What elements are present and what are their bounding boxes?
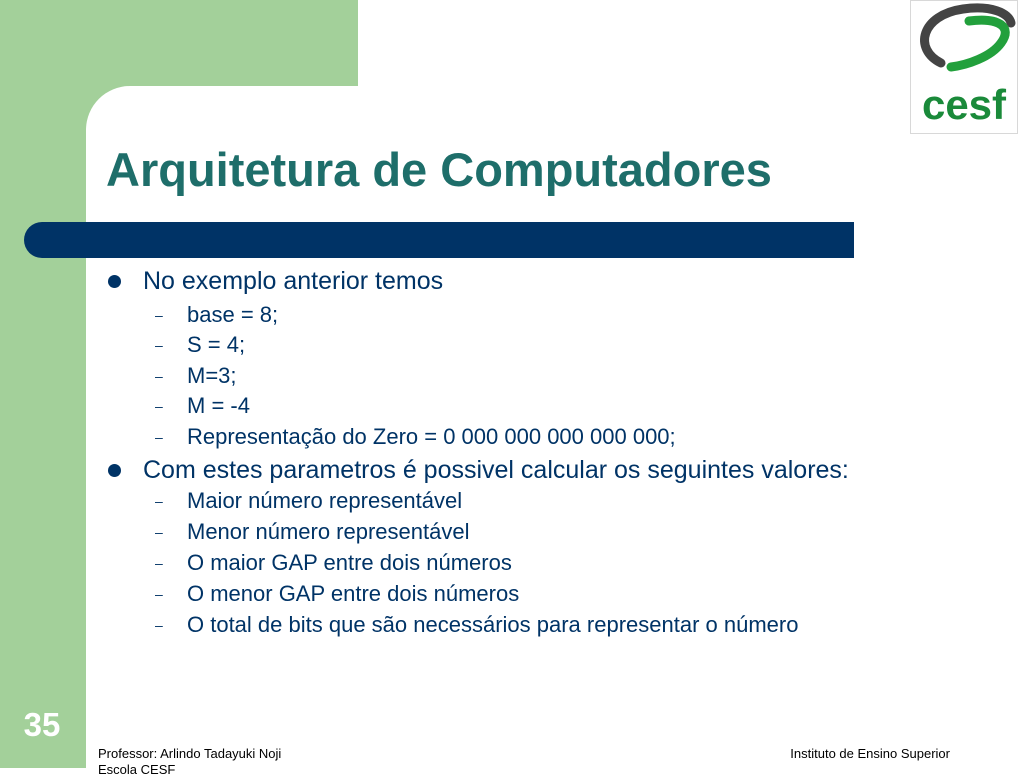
left-green-band <box>0 0 86 768</box>
bullet-item <box>108 266 443 296</box>
sub-item <box>155 580 519 608</box>
dash-marker: – <box>155 617 163 633</box>
sub-item <box>155 549 512 577</box>
sub-item <box>155 301 278 329</box>
sub-item-text: Menor número representável <box>187 519 470 544</box>
slide-title: Arquitetura de Computadores <box>106 143 772 196</box>
sub-item <box>155 392 250 420</box>
footer-professor <box>98 746 281 778</box>
dash-marker: – <box>155 368 163 384</box>
sub-item <box>155 611 798 639</box>
sub-item-text: base = 8; <box>187 302 279 327</box>
sub-item <box>155 487 462 515</box>
sub-item-text: O menor GAP entre dois números <box>187 581 520 606</box>
sub-item <box>155 331 245 359</box>
footer-school: Escola CESF <box>98 762 176 777</box>
sub-item-text: Representação do Zero = 0 000 000 000 000 000; <box>187 424 676 449</box>
top-green-band <box>0 0 358 86</box>
dash-marker: – <box>155 524 163 540</box>
cesf-logo <box>910 0 1018 134</box>
sub-item <box>155 423 676 451</box>
sub-item <box>155 518 469 546</box>
sub-item-text: O maior GAP entre dois números <box>187 550 512 575</box>
dash-marker: – <box>155 337 163 353</box>
content-top-area <box>130 86 358 130</box>
dash-marker: – <box>155 493 163 509</box>
slide-number: 35 <box>23 706 61 743</box>
bullet-dot-icon <box>108 275 121 288</box>
logo-arc-green <box>951 20 1005 67</box>
logo-arc-gray <box>925 8 1011 63</box>
dash-marker: – <box>155 429 163 445</box>
dash-marker: – <box>155 398 163 414</box>
dash-marker: – <box>155 307 163 323</box>
sub-item <box>155 362 237 390</box>
footer-institution: Instituto de Ensino Superior <box>790 746 950 761</box>
dash-marker: – <box>155 555 163 571</box>
sub-item-text: O total de bits que são necessários para representar o número <box>187 612 799 637</box>
sub-item-text: M = -4 <box>187 393 250 418</box>
sub-item-text: M=3; <box>187 363 237 388</box>
bullet-text: Com estes parametros é possivel calcular os seguintes valores: <box>143 456 849 484</box>
sub-item-text: S = 4; <box>187 332 246 357</box>
bullet-text: No exemplo anterior temos <box>143 267 444 295</box>
bullet-dot-icon <box>108 464 121 477</box>
title-underline-bar <box>24 222 854 258</box>
sub-item-text: Maior número representável <box>187 488 463 513</box>
bullet-item <box>108 455 849 485</box>
logo-text: cesf <box>921 81 1007 128</box>
cesf-logo-icon <box>911 1 1017 133</box>
dash-marker: – <box>155 586 163 602</box>
footer-professor-name: Professor: Arlindo Tadayuki Noji <box>98 746 282 761</box>
